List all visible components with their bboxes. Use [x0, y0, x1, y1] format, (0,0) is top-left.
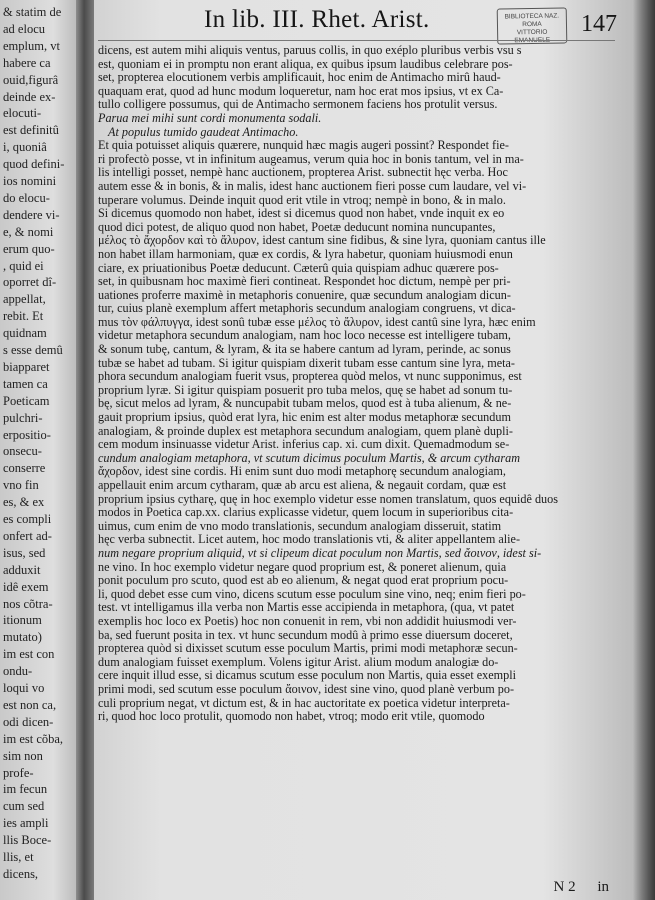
- catchword: in: [597, 879, 609, 895]
- text-line: gauit proprium ipsius, quòd erat lyra, hic enim est alter modus metaphoræ secundum: [98, 411, 511, 425]
- text-line: analogiam, & proinde duplex est metaphora secundum analogiam, quem planè dupli-: [98, 424, 513, 438]
- text-line: set, propterea elocutionem verbis amplificauit, hoc enim de Antimacho mirû haud-: [98, 71, 501, 85]
- left-page-fragment: [0, 0, 76, 900]
- stamp-line-3: VITTORIO: [516, 28, 548, 37]
- text-line: μέλος τὸ ἄχορδον καὶ τὸ ἄλυρον, idest cantum sine fidibus, & sine lyra, quoniam cantus ille: [98, 234, 546, 248]
- left-page-line: loqui vo: [3, 681, 45, 695]
- left-page-line: emplum, vt: [3, 38, 60, 53]
- text-line: uationes proferre maximè in metaphoris conuenire, quæ secundum analogiam dicun-: [98, 288, 511, 302]
- text-line: est, quoniam ei in promptu non erant aliqua, ex quibus ipsum laudibus celebrare pos-: [98, 57, 513, 71]
- book-gutter: [76, 0, 94, 900]
- left-page-line: oporret dî-: [3, 275, 57, 290]
- left-page-line: tamen ca: [3, 376, 48, 391]
- text-line: phora secundum analogiam fuerit vsus, propterea quòd melos, vt nunc supponimus, est: [98, 370, 522, 384]
- text-line: cere inquit illud esse, si dicamus scutum esse poculum non Martis, quia esset exempli: [98, 669, 517, 683]
- header-rule: [98, 40, 615, 41]
- text-line: ba, sed fuerunt posita in tex. vt hunc secundum modû à primo esse diuersum doceret,: [98, 628, 513, 642]
- text-line: hęc verba subnectit. Licet autem, hoc modo translationis vti, & aliter appellantem alie-: [98, 533, 521, 547]
- left-page-line: onsecu-: [3, 444, 42, 459]
- text-line: set, in quibusnam hoc maximè fieri contineat. Respondet hoc dictum, nempè per pri-: [98, 275, 511, 289]
- text-line: videtur metaphora secundum analogiam, nam hoc loco necesse est intelligere tubam,: [98, 329, 511, 343]
- left-page-line: llis Boce-: [3, 833, 52, 848]
- text-line: uimus, cum enim de vno modo translationis, secundum analogiam disseruit, statim: [98, 519, 502, 533]
- left-page-line: s esse demû: [3, 343, 63, 357]
- left-page-line: Poeticam: [3, 393, 50, 408]
- left-page-line: profe-: [3, 765, 34, 780]
- text-line: autem esse & in bonis, & in malis, idest hanc auctionem fieri posse cum laudare, vel vi-: [98, 179, 527, 193]
- page-footer: [553, 879, 609, 896]
- text-line: lis intelligi posset, nempè hanc auctionem, propterea Arist. subnectit hęc verba. Hoc: [98, 166, 508, 180]
- left-page-line: ios nomini: [3, 174, 57, 188]
- signature-mark: N 2: [553, 879, 576, 895]
- text-line: ri, quod hoc loco protulit, quomodo non habet, vtroq; modo erit vtile, quomodo: [98, 710, 485, 724]
- left-page-line: vno fin: [3, 478, 39, 493]
- text-line: At populus tumido gaudeat Antimacho.: [108, 125, 299, 139]
- text-line: tur, cuius planè exemplum affert metaphoris secundum analogiam congruens, vt dica-: [98, 302, 516, 316]
- text-line: cundum analogiam metaphora, vt scutum dicimus poculum Martis, & arcum cytharam: [98, 451, 521, 465]
- text-line: li, quod debet esse cum vino, dicens scutum esse poculum sine vino, neq; enim fieri po-: [98, 587, 526, 601]
- left-page-line: quod defini-: [3, 157, 65, 172]
- left-page-line: odi dicen-: [3, 714, 54, 729]
- running-head: In lib. III. Rhet. Arist.: [204, 6, 430, 33]
- left-page-line: , quid ei: [3, 258, 44, 273]
- left-page-line: im fecun: [3, 782, 48, 797]
- text-line: quaquam erat, quod ad hunc modum loqueretur, nam hoc erat mos ipsius, vt ex Ca-: [98, 84, 504, 98]
- text-line: dum analogiam fuisset exemplum. Volens igitur Arist. alium modum analogiæ do-: [98, 655, 499, 669]
- left-page-line: im est cõba,: [3, 731, 64, 746]
- text-line: proprium lyræ. Si igitur quispiam posuerit pro tuba melos, quę se habet ad sonum tu-: [98, 383, 513, 397]
- text-line: culi proprium negat, vt dictum est, & in hac auctoritate ex poetica videtur interpreta-: [98, 696, 510, 710]
- text-line: tuperare volumus. Deinde inquit quod erit vtile in vtroq; nempè in bono, & in malo.: [98, 193, 506, 207]
- left-page-line: adduxit: [3, 562, 41, 577]
- text-line: tubæ se habet ad tubam. Si igitur quispiam dixerit tubam esse cantum sine lyra, meta-: [98, 356, 515, 370]
- text-line: bę, sicut melos ad lyram, & nuncupabit tubam melos, quod est à tuba alienum, & ne-: [98, 397, 512, 411]
- left-page-line: do elocu-: [3, 190, 50, 205]
- left-page-line: i, quoniâ: [3, 140, 47, 155]
- text-line: ri profectò posse, vt in infinitum augeamus, verum quia hoc in bonis tantum, vel in ma-: [98, 152, 524, 166]
- page-number: 147: [581, 11, 617, 37]
- right-page: [94, 0, 655, 900]
- text-line: & sonum tubę, cantum, & lyram, & ita se habere cantum ad lyram, perinde, ac sonus: [98, 343, 511, 357]
- text-line: cem modum insinuasse videtur Arist. inferius cap. xi. cum dixit. Quemadmodum se-: [98, 438, 510, 452]
- left-page-line: conserre: [3, 461, 46, 476]
- left-page-line: cum sed: [3, 799, 45, 814]
- text-line: ne vino. In hoc exemplo videtur negare quod proprium est, & poneret alienum, quia: [98, 560, 507, 574]
- text-line: ἄχορδον, idest sine cordis. Hi enim sunt duo modi metaphorę secundum analogiam,: [98, 465, 506, 479]
- page-edge-shadow: [633, 0, 655, 900]
- left-page-line: ies ampli: [3, 816, 49, 831]
- left-page-line: es, & ex: [3, 495, 45, 510]
- left-page-line: onfert ad-: [3, 528, 52, 543]
- left-page-line: habere ca: [3, 55, 51, 70]
- commentary-text: [98, 44, 615, 724]
- stamp-line-1: BIBLIOTECA NAZ.: [504, 12, 560, 21]
- text-line: quod dici potest, de aliquo quod non habet, Poetæ deducunt nomina nuncupantes,: [98, 220, 496, 234]
- text-line: exemplis hoc loco ex Poetis) hoc non conuenit in rem, vbi non addidit huiusmodi ver-: [98, 614, 517, 628]
- left-page-line: llis, et: [3, 850, 34, 864]
- left-page-line: sim non: [3, 748, 43, 763]
- left-page-line: elocuti-: [3, 106, 42, 121]
- left-page-line: biapparet: [3, 359, 50, 374]
- left-page-line: est definitû: [3, 123, 59, 138]
- left-page-line: idê exem: [3, 579, 49, 594]
- stamp-line-2: ROMA: [522, 20, 542, 29]
- left-page-line: nos cõtra-: [3, 596, 53, 611]
- left-page-line: isus, sed: [3, 545, 46, 560]
- text-line: mus τὸν φάλπυγγα, idest sonû tubæ esse μέλος τὸ ἄλυρον, idest cantû sine lyra, hæc enim: [98, 315, 536, 329]
- text-line: dicens, est autem mihi aliquis ventus, paruus collis, in quo exéplo pluribus verbis vsu s: [98, 44, 522, 57]
- text-line: Si dicemus quomodo non habet, idest si dicemus quod non habet, vnde inquit ex eo: [98, 207, 505, 221]
- text-line: Et quia potuisset aliquis quærere, nunquid hæc magis augeri possint? Respondet fie-: [98, 139, 509, 153]
- left-page-line: deinde ex-: [3, 89, 56, 104]
- left-page-line: ad elocu: [3, 21, 45, 36]
- text-line: test. vt intelligamus illa verba non Martis esse accipienda in metaphora, (qua, vt patet: [98, 601, 515, 615]
- text-line: appellauit enim arcum cytharam, quæ ab arcu est aliena, & negauit cordam, quæ est: [98, 479, 507, 492]
- text-line: tullo colligere possumus, qui de Antimacho sermonem faciens hos protulit versus.: [98, 98, 498, 112]
- text-line: ciare, ex priuationibus Poetæ deducunt. Cæterû quia quispiam adhuc quærere pos-: [98, 261, 499, 275]
- left-page-line: mutato): [3, 630, 42, 645]
- left-page-line: quidnam: [3, 326, 47, 341]
- left-page-line: dendere vi-: [3, 207, 60, 222]
- left-page-line: ouid,figurâ: [3, 72, 59, 87]
- text-line: non habet illam harmoniam, quæ ex cordis, & lyra habetur, quoniam huiusmodi enun: [98, 247, 513, 261]
- text-line: proprium ipsius cytharę, quę in hoc exemplo videtur esse nomen translatum, quos equidê duos: [98, 492, 558, 506]
- left-page-line: im est con: [3, 647, 55, 662]
- text-line: propterea quòd si dixisset scutum esse poculum Martis, primi modi metaphoræ secun-: [98, 642, 518, 656]
- text-line: num negare proprium aliquid, vt si clipeum dicat poculum non Martis, sed ἄοινον, idest si-: [98, 546, 542, 560]
- left-page-line: appellat,: [3, 292, 46, 307]
- left-page-line: & statim de: [3, 5, 62, 19]
- left-page-line: rebit. Et: [3, 309, 44, 324]
- left-page-line: e, & nomi: [3, 224, 54, 239]
- left-page-line: es compli: [3, 512, 52, 526]
- text-line: Parua mei mihi sunt cordi monumenta sodali.: [98, 111, 322, 125]
- text-line: primi modi, sed scutum esse poculum ἄοινον, idest sine vino, quod planè verbum po-: [98, 682, 515, 696]
- left-page-line: itionum: [3, 613, 42, 628]
- left-page-line: pulchri-: [3, 410, 43, 425]
- left-page-line: erpositio-: [3, 427, 51, 442]
- left-page-line: dicens,: [3, 866, 39, 881]
- left-page-line: ondu-: [3, 664, 33, 679]
- left-page-line: erum quo-: [3, 241, 55, 256]
- text-line: ponit poculum pro scuto, quod est ab eo alienum, & negat quod erat proprium pocu-: [98, 574, 509, 588]
- text-line: modos in Poetica cap.xx. clarius explicasse videtur, quem locum in superioribus cita-: [98, 506, 514, 520]
- left-page-line: est non ca,: [3, 697, 57, 712]
